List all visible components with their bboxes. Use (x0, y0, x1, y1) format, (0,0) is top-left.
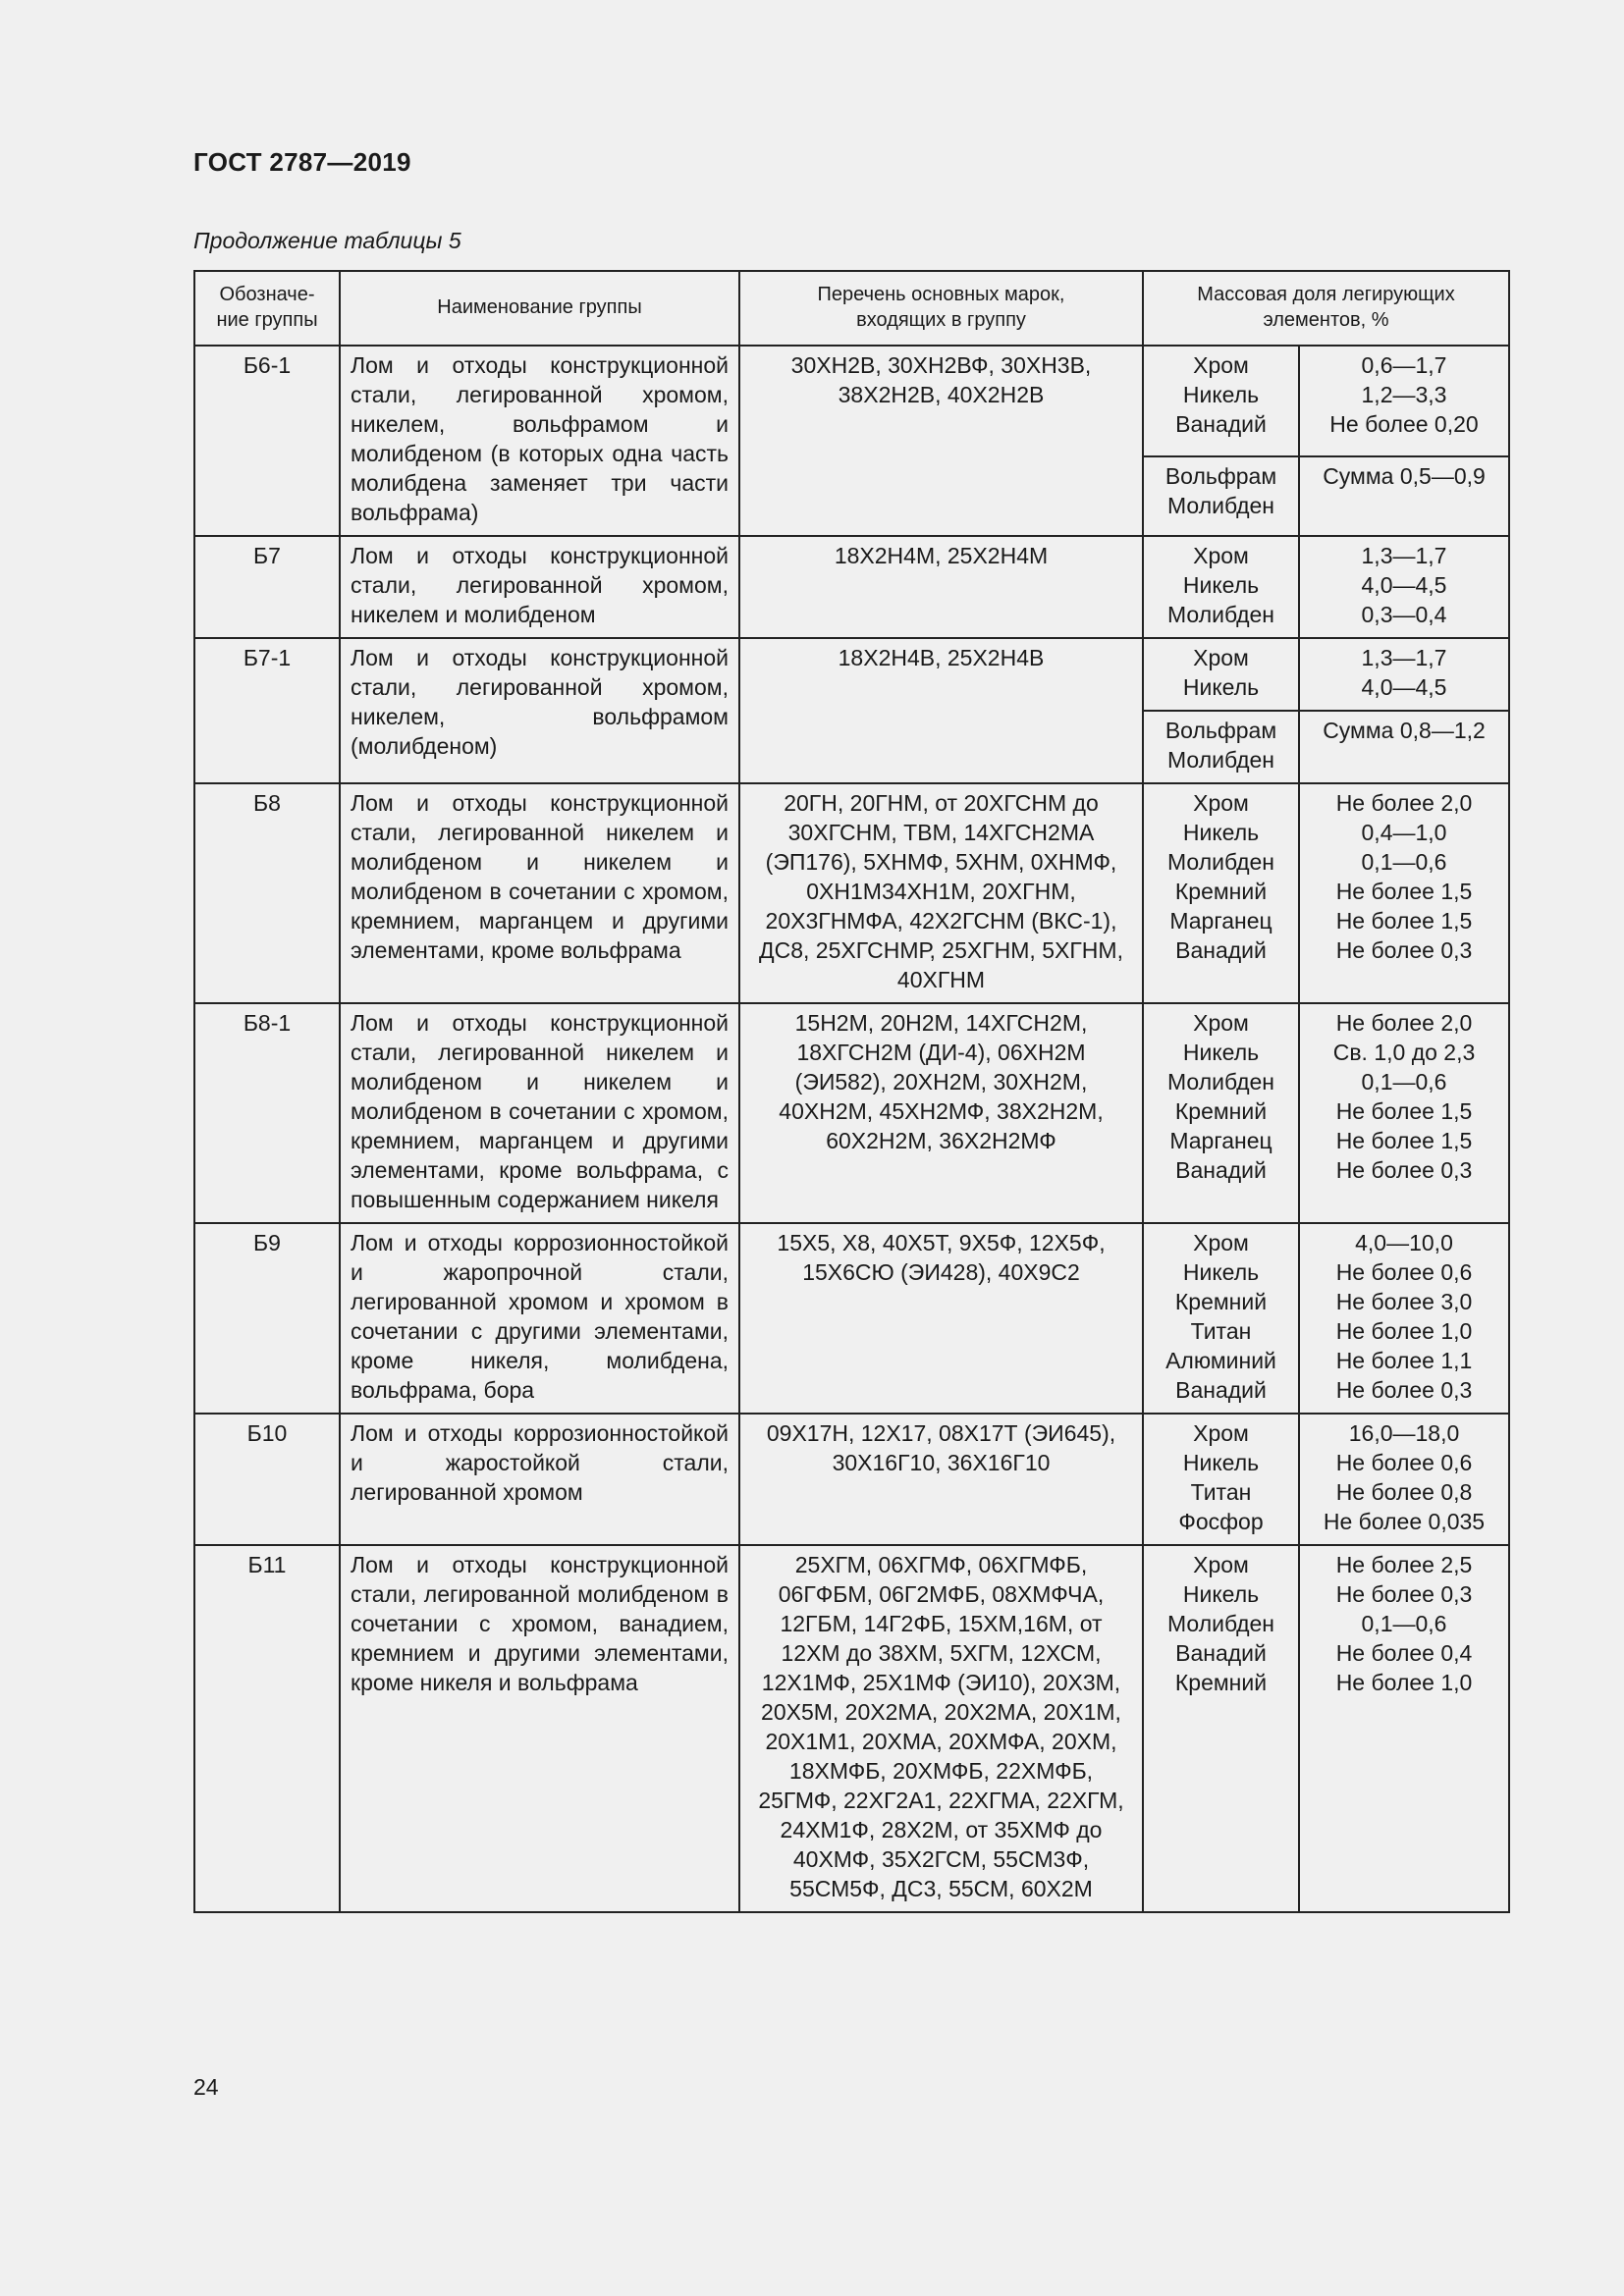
alloy-elements-cell: Хром Никель Молибден Кремний Марганец Ванадий (1143, 1003, 1299, 1223)
header-name: Наименование группы (340, 271, 739, 346)
group-name-cell: Лом и отходы конструкционной стали, легированной никелем и молибденом и никелем и молибденом в сочетании с хромом, кремнием, марганцем и другими элементами, кроме вольфрама, с повышенным содержанием никеля (340, 1003, 739, 1223)
alloy-values-cell: 1,3—1,7 4,0—4,5 (1299, 638, 1509, 711)
alloy-elements-cell: Хром Никель Ванадий (1143, 346, 1299, 456)
alloy-elements-cell: Хром Никель Молибден Ванадий Кремний (1143, 1545, 1299, 1912)
group-name-cell: Лом и отходы конструкционной стали, легированной молибденом в сочетании с хромом, ванадием, кремнием и другими элементами, кроме никеля и вольфрама (340, 1545, 739, 1912)
steel-grades-cell: 20ГН, 20ГНМ, от 20ХГСНМ до 30ХГСНМ, ТВМ, 14ХГСН2МА (ЭП176), 5ХНМФ, 5ХНМ, 0ХНМФ, 0ХН1М34ХН1М, 20ХГНМ, 20Х3ГНМФА, 42Х2ГСНМ (ВКС-1), ДС8, 25ХГСНМР, 25ХГНМ, 5ХГНМ, 40ХГНМ (739, 783, 1143, 1003)
alloy-elements-cell: Хром Никель Молибден (1143, 536, 1299, 638)
document-title: ГОСТ 2787—2019 (193, 147, 411, 177)
steel-grades-cell: 18Х2Н4М, 25Х2Н4М (739, 536, 1143, 638)
group-name-cell: Лом и отходы конструкционной стали, легированной хромом, никелем, вольфрамом и молибденом (в которых одна часть молибдена заменяет три части вольфрама) (340, 346, 739, 536)
steel-grades-cell: 09Х17Н, 12Х17, 08Х17Т (ЭИ645), 30Х16Г10, 36Х16Г10 (739, 1414, 1143, 1545)
group-name-cell: Лом и отходы конструкционной стали, легированной хромом, никелем, вольфрамом (молибденом) (340, 638, 739, 783)
page-number: 24 (193, 2074, 219, 2100)
alloy-values-cell: Не более 2,0 Св. 1,0 до 2,3 0,1—0,6 Не более 1,5 Не более 1,5 Не более 0,3 (1299, 1003, 1509, 1223)
alloy-values-cell: Не более 2,5 Не более 0,3 0,1—0,6 Не более 0,4 Не более 1,0 (1299, 1545, 1509, 1912)
alloy-elements-cell: Хром Никель Титан Фосфор (1143, 1414, 1299, 1545)
alloy-elements-cell: Хром Никель (1143, 638, 1299, 711)
alloy-values-cell: 4,0—10,0 Не более 0,6 Не более 3,0 Не более 1,0 Не более 1,1 Не более 0,3 (1299, 1223, 1509, 1414)
header-grades: Перечень основных марок, входящих в группу (739, 271, 1143, 346)
steel-grades-cell: 15Х5, Х8, 40Х5Т, 9Х5Ф, 12Х5Ф, 15Х6СЮ (ЭИ428), 40Х9С2 (739, 1223, 1143, 1414)
group-code-cell: Б7 (194, 536, 340, 638)
group-code-cell: Б10 (194, 1414, 340, 1545)
table-header-row (194, 271, 1509, 346)
alloy-values-cell: 1,3—1,7 4,0—4,5 0,3—0,4 (1299, 536, 1509, 638)
header-elements: Массовая доля легирующих элементов, % (1143, 271, 1509, 346)
steel-grades-cell: 25ХГМ, 06ХГМФ, 06ХГМФБ, 06ГФБМ, 06Г2МФБ, 08ХМФЧА, 12ГБМ, 14Г2ФБ, 15ХМ,16М, от 12ХМ до 38ХМ, 5ХГМ, 12ХСМ, 12Х1МФ, 25Х1МФ (ЭИ10), 20Х3М, 20Х5М, 20Х2МА, 20Х2МА, 20Х1М, 20Х1М1, 20ХМА, 20ХМФА, 20ХМ, 18ХМФБ, 20ХМФБ, 22ХМФБ, 25ГМФ, 22ХГ2А1, 22ХГМА, 22ХГМ, 24ХМ1Ф, 28Х2М, от 35ХМФ до 40ХМФ, 35Х2ГСМ, 55СМ3Ф, 55СМ5Ф, ДС3, 55СМ, 60Х2М (739, 1545, 1143, 1912)
alloy-elements-cell: Хром Никель Кремний Титан Алюминий Ванадий (1143, 1223, 1299, 1414)
steel-groups-table (193, 270, 1510, 1913)
alloy-elements-cell: Хром Никель Молибден Кремний Марганец Ванадий (1143, 783, 1299, 1003)
alloy-elements-cell: Вольфрам Молибден (1143, 711, 1299, 783)
alloy-values-cell: Сумма 0,5—0,9 (1299, 456, 1509, 536)
group-name-cell: Лом и отходы коррозионностойкой и жаростойкой стали, легированной хромом (340, 1414, 739, 1545)
header-code: Обозначе- ние группы (194, 271, 340, 346)
table-row (194, 346, 1509, 456)
table-caption: Продолжение таблицы 5 (193, 228, 461, 253)
group-code-cell: Б11 (194, 1545, 340, 1912)
table-row (194, 1223, 1509, 1414)
group-code-cell: Б6-1 (194, 346, 340, 536)
group-name-cell: Лом и отходы конструкционной стали, легированной никелем и молибденом и никелем и молибденом в сочетании с хромом, кремнием, марганцем и другими элементами, кроме вольфрама (340, 783, 739, 1003)
table-row (194, 536, 1509, 638)
table-row (194, 1003, 1509, 1223)
group-code-cell: Б7-1 (194, 638, 340, 783)
group-code-cell: Б8-1 (194, 1003, 340, 1223)
table-row (194, 1414, 1509, 1545)
group-code-cell: Б9 (194, 1223, 340, 1414)
alloy-values-cell: 0,6—1,7 1,2—3,3 Не более 0,20 (1299, 346, 1509, 456)
table-row (194, 638, 1509, 711)
alloy-values-cell: Не более 2,0 0,4—1,0 0,1—0,6 Не более 1,5 Не более 1,5 Не более 0,3 (1299, 783, 1509, 1003)
steel-grades-cell: 30ХН2В, 30ХН2ВФ, 30ХН3В, 38Х2Н2В, 40Х2Н2В (739, 346, 1143, 536)
group-name-cell: Лом и отходы коррозионностойкой и жаропрочной стали, легированной хромом и хромом в сочетании с другими элементами, кроме никеля, молибдена, вольфрама, бора (340, 1223, 739, 1414)
alloy-values-cell: Сумма 0,8—1,2 (1299, 711, 1509, 783)
alloy-values-cell: 16,0—18,0 Не более 0,6 Не более 0,8 Не более 0,035 (1299, 1414, 1509, 1545)
steel-grades-cell: 15Н2М, 20Н2М, 14ХГСН2М, 18ХГСН2М (ДИ-4), 06ХН2М (ЭИ582), 20ХН2М, 30ХН2М, 40ХН2М, 45ХН2МФ, 38Х2Н2М, 60Х2Н2М, 36Х2Н2МФ (739, 1003, 1143, 1223)
alloy-elements-cell: Вольфрам Молибден (1143, 456, 1299, 536)
group-name-cell: Лом и отходы конструкционной стали, легированной хромом, никелем и молибденом (340, 536, 739, 638)
table-row (194, 1545, 1509, 1912)
table-row (194, 783, 1509, 1003)
group-code-cell: Б8 (194, 783, 340, 1003)
table-body (194, 346, 1509, 1912)
steel-grades-cell: 18Х2Н4В, 25Х2Н4В (739, 638, 1143, 783)
